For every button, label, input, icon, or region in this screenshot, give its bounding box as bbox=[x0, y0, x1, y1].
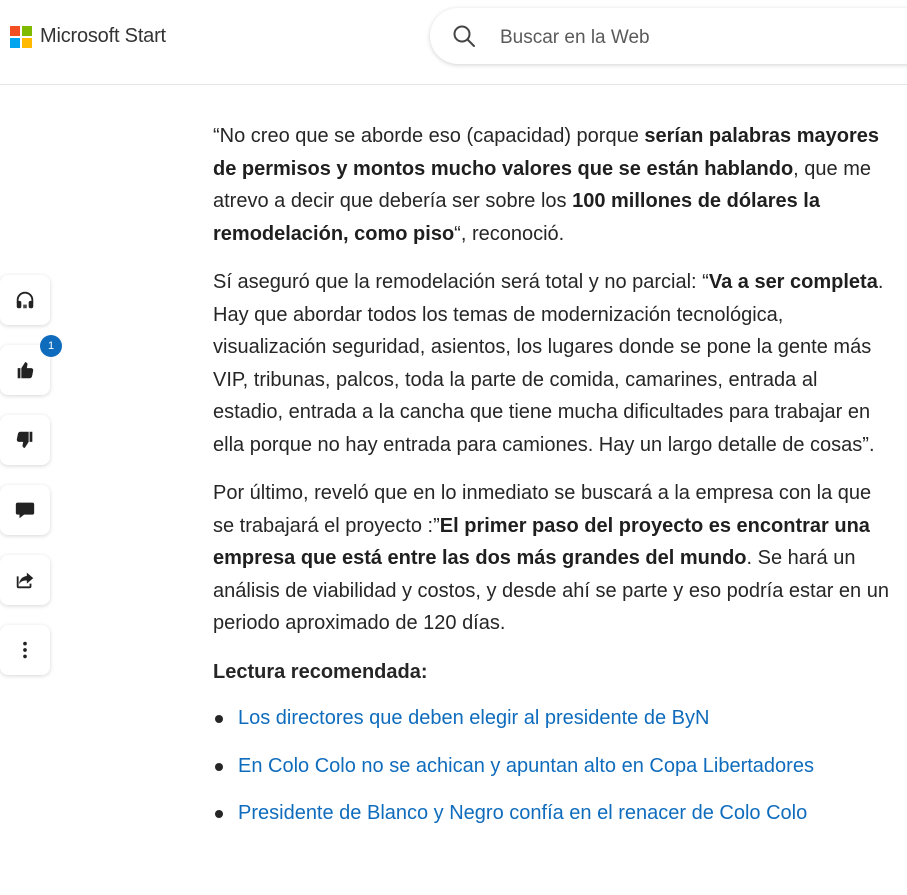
thumbs-up-icon bbox=[14, 359, 36, 381]
share-button[interactable] bbox=[0, 555, 50, 605]
more-icon bbox=[14, 639, 36, 661]
text-run: Sí aseguró que la remodelación será total y no parcial: “ bbox=[213, 271, 709, 293]
text-run: Por último, reveló que en lo inmediato se buscará a la empresa con la que se trabajará el proyecto :” bbox=[213, 482, 872, 537]
recommended-link[interactable]: Presidente de Blanco y Negro confía en el renacer de Colo Colo bbox=[238, 802, 808, 824]
thumbs-down-icon bbox=[14, 429, 36, 451]
bold-text-run: Va a ser completa bbox=[708, 271, 878, 293]
recommended-reading-title: Lectura recomendada: bbox=[213, 660, 428, 683]
article-paragraph bbox=[213, 120, 893, 250]
bold-text-run: serían palabras mayores de permisos y montos mucho valores que se están hablando bbox=[213, 125, 879, 180]
comment-button[interactable] bbox=[0, 485, 50, 535]
text-run: . Se hará un análisis de viabilidad y costos, y desde ahí se parte y eso podría estar en un periodo aproximado de 120 días. bbox=[213, 547, 889, 634]
recommended-link[interactable]: Los directores que deben elegir al presidente de ByN bbox=[238, 707, 710, 729]
microsoft-start-logo[interactable] bbox=[10, 25, 166, 48]
article-body bbox=[213, 120, 893, 845]
list-item bbox=[213, 750, 893, 783]
list-item bbox=[213, 797, 893, 830]
like-button[interactable] bbox=[0, 340, 55, 395]
text-run: “, reconoció. bbox=[454, 222, 565, 245]
text-run: , que me atrevo a decir que debería ser sobre los bbox=[213, 157, 871, 212]
microsoft-logo-icon bbox=[10, 26, 32, 48]
bold-text-run: 100 millones de dólares la remodelación, como piso bbox=[213, 190, 820, 245]
headphones-icon bbox=[14, 289, 36, 311]
listen-button[interactable] bbox=[0, 275, 50, 325]
search-box[interactable] bbox=[430, 8, 907, 64]
list-item bbox=[213, 702, 893, 735]
comment-icon bbox=[14, 499, 36, 521]
share-icon bbox=[14, 569, 36, 591]
bold-text-run: El primer paso del proyecto es encontrar una empresa que está entre las dos más grandes del mundo bbox=[213, 514, 870, 569]
more-options-button[interactable] bbox=[0, 625, 50, 675]
search-icon[interactable] bbox=[452, 24, 476, 48]
search-input[interactable] bbox=[498, 24, 862, 52]
article-paragraph bbox=[213, 266, 893, 461]
like-count-badge: 1 bbox=[40, 335, 62, 357]
top-header bbox=[0, 0, 907, 85]
text-run: . Hay que abordar todos los temas de modernización tecnológica, visualización seguridad, asientos, los lugares donde se pone la gente más VIP, tribunas, palcos, toda la parte de comida, camarines, entrada al estadio, entrada a la cancha que tiene mucha dificultades para trabajar en ella porque no hay entrada para camiones. Hay un largo detalle de cosas”. bbox=[213, 271, 884, 456]
text-run: “No creo que se aborde eso (capacidad) porque bbox=[213, 125, 645, 147]
recommended-link[interactable]: En Colo Colo no se achican y apuntan alto en Copa Libertadores bbox=[238, 754, 814, 777]
dislike-button[interactable] bbox=[0, 415, 50, 465]
article-paragraph bbox=[213, 477, 893, 640]
brand-name: Microsoft Start bbox=[40, 25, 166, 47]
recommended-reading-list bbox=[213, 702, 893, 830]
